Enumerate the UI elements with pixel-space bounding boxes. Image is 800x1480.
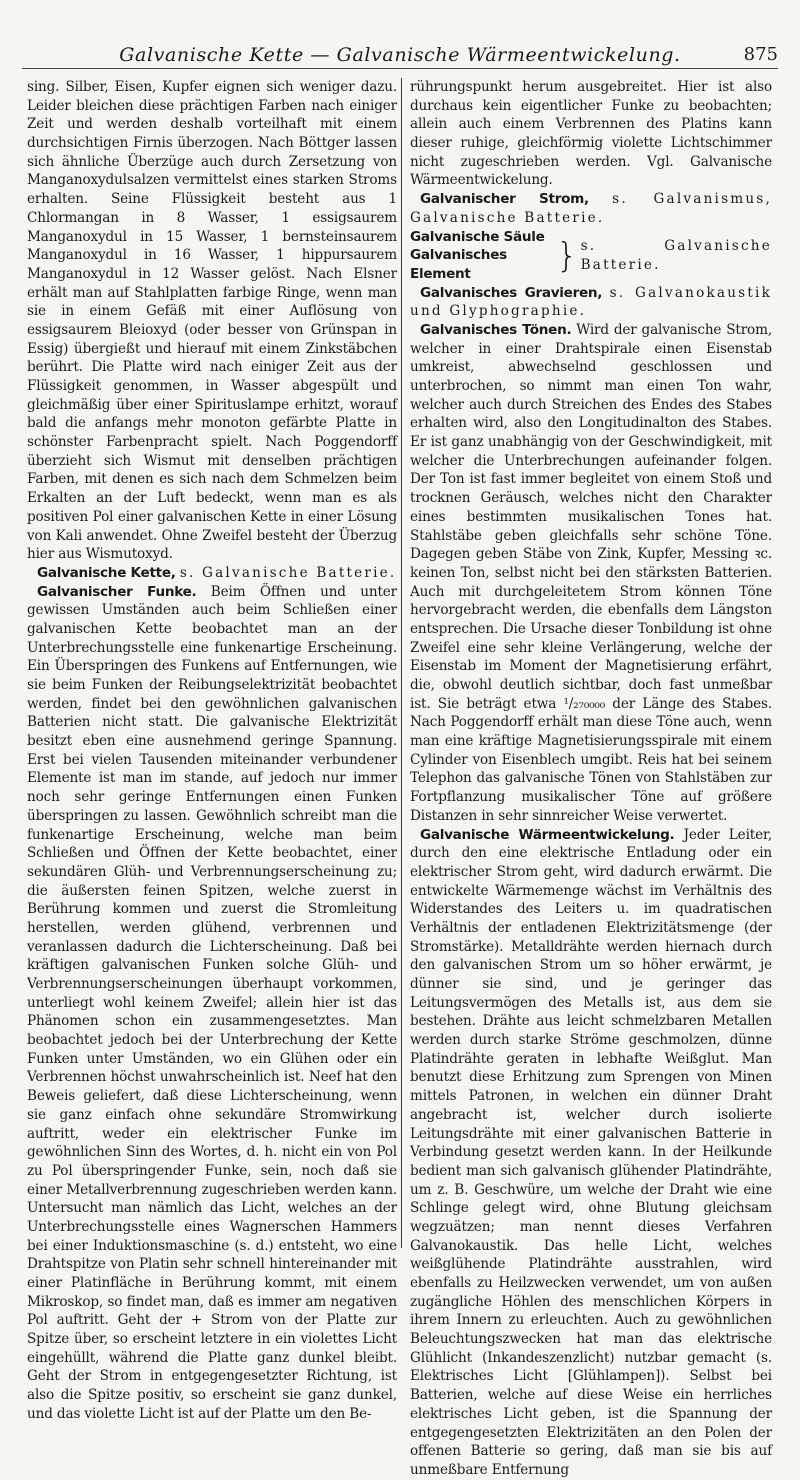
entry-galvanisches-toenen xyxy=(410,321,772,826)
entry-body: Jeder Leiter, durch den eine elektrische Entladung oder ein elektrischer Strom geht, wird dadurch erwärmt. Die entwickelte Wärmemenge wächst im Verhältnis des Widerstandes des Leiters u. im quadratischen Verhältnis der entladenen Elektrizitätsmenge (der Stromstärke). Metalldrähte werden hiernach durch den galvanischen Strom um so höher erwärmt, je dünner sie sind, und je geringer das Leitungsvermögen des Metalls ist, aus dem sie bestehen. Drähte aus leicht schmelzbaren Metallen werden durch starke Ströme geschmolzen, dünne Platindrähte geraten in lebhafte Weißglut. Man benutzt diese Erhitzung zum Sprengen von Minen mittels Patronen, in welchen ein dünner Draht angebracht ist, welcher durch isolierte Leitungsdrähte mit einer galvanischen Batterie in Verbindung gesetzt werden kann. In der Heilkunde bedient man sich galvanisch glühender Platindrähte, um z. B. Geschwüre, um welche der Draht wie eine Schlinge gelegt wird, ohne Blutung gleichsam wegzuätzen; man nennt dieses Verfahren Galvanokaustik. Das helle Licht, welches weißglühende Platindrähte ausstrahlen, wird ebenfalls zu Heilzwecken verwendet, um von außen zugängliche Höhlen des menschlichen Körpers in ihrem Innern zu erleuchten. Auch zu gewöhnlichen Beleuchtungszwecken hat man das elektrische Glühlicht (Inkandeszenzlicht) nutzbar gemacht (s. Elektrisches Licht [Glühlampen]). Selbst bei Batterien, welche auf diese Weise ein herrliches elektrisches Licht geben, ist die Spannung der entgegengesetzten Elektrizitäten an den Polen der offenen Batterie so gering, daß man sie bis auf unmeßbare Entfernung xyxy=(410,826,773,1478)
column-divider xyxy=(401,78,402,1248)
entry-galvanisches-gravieren xyxy=(410,284,772,321)
entry-headword: Galvanischer Funke. xyxy=(37,583,197,600)
entry-galvanische-waermeentwickelung xyxy=(410,826,772,1480)
left-column xyxy=(27,78,398,1422)
entry-body: Wird der galvanische Strom, welcher in einer Drahtspirale einen Eisenstab umkreist, abwechselnd geschlossen und unterbrochen, so nimmt man einen Ton wahr, welcher auch durch Streichen des Endes des Stabes erhalten wird, also den Longitudinalton des Stabes. Er ist ganz unabhängig von der Geschwindigkeit, mit welcher die Unterbrechungen aufeinander folgen. Der Ton ist fast immer begleitet von einem Stoß und trocknen Geräusch, welches nicht den Charakter eines bestimmten musikalischen Tones hat. Stahlstäbe geben gleichfalls sehr schöne Töne. Dagegen geben Stäbe von Zink, Kupfer, Messing ꝛc. keinen Ton, selbst nicht bei den stärksten Batterien. Auch mit durchgeleitetem Strom können Töne hervorgebracht werden, die ebenfalls dem Längston entsprechen. Die Ursache dieser Tonbildung ist ohne Zweifel eine sehr kleine Verlängerung, welche der Eisenstab im Moment der Magnetisierung erfährt, die, obwohl deutlich sichtbar, doch fast unmeßbar ist. Sie beträgt etwa ¹/₂₇₀₀₀₀ der Länge des Stabes. Nach Poggendorff erhält man diese Töne auch, wenn man eine kräftige Magnetisierungsspirale mit einem Cylinder von Eisenblech umgibt. Reis hat bei seinem Telephon das galvanische Tönen von Stahlstäben zur Fortpflanzung musikalischer Töne auf größere Distanzen in sehr sinnreicher Weise verwertet. xyxy=(410,321,772,824)
entry-headword: Galvanische Kette, xyxy=(37,564,176,581)
page-number: 875 xyxy=(743,44,778,65)
brace-headwords xyxy=(410,228,553,284)
entry-headword: Galvanisches Element xyxy=(410,247,507,282)
right-column xyxy=(410,78,773,1478)
entry-galvanischer-funke xyxy=(27,583,397,1424)
entry-crossref: s. Galvanismus, Galvanische Batterie. xyxy=(410,191,772,226)
entry-crossref: s. Galvanokaustik und Glyphographie. xyxy=(410,284,773,320)
entry-body: Beim Öffnen und unter gewissen Umständen auch beim Schließen einer galvanischen Kette beobachtet man an der Unterbrechungsstelle eine funkenartige Erscheinung. Ein Überspringen des Funkens auf Entfernungen, wie sie beim Funken der Reibungselektrizität beobachtet werden, findet bei den gewöhnlichen galvanischen Batterien nicht statt. Die galvanische Elektrizität besitzt eben eine ausnehmend geringe Spannung. Erst bei vielen Tausenden miteinander verbundener Elemente ist man im stande, auf jedoch nur immer noch sehr geringe Entfernungen einen Funken überspringen zu lassen. Gewöhnlich schreibt man die funkenartige Erscheinung, welche man beim Schließen und Öffnen der Kette beobachtet, einer sekundären Glüh- und Verbrennungserscheinung zu; die äußersten feinen Spitzen, welche zuerst in Berührung kommen und zuerst die Stromleitung herstellen, werden glühend, verbrennen und veranlassen dadurch die Lichterscheinung. Daß bei kräftigen galvanischen Funken solche Glüh- und Verbrennungserscheinungen überhaupt vorkommen, unterliegt wohl keinem Zweifel; allein hier ist das Phänomen schon ein zusammengesetztes. Man beobachtet jedoch bei der Unterbrechung der Kette Funken unter Umständen, wo ein Glühen oder ein Verbrennen höchst unwahrscheinlich ist. Neef hat den Beweis geliefert, daß diese Lichterscheinung, wenn sie ganz einfach ohne sekundäre Stromwirkung auftritt, weder ein elektrischer Funke im gewöhnlichen Sinn des Wortes, d. h. nicht ein von Pol zu Pol überspringender Funke, sein, noch daß sie einer Metallverbrennung zugeschrieben werden kann. Untersucht man nämlich das Licht, welches an der Unterbrechungsstelle eines Wagnerschen Hammers bei einer Induktionsmaschine (s. d.) entsteht, wo eine Drahtspitze von Platin sehr schnell hintereinander mit einer Platinfläche in Berührung kommt, mit einem Mikroskop, so findet man, daß es immer am negativen Pol auftritt. Geht der + Strom von der Platte zur Spitze über, so erscheint letztere in ein violettes Licht eingehüllt, während die Platte ganz dunkel bleibt. Geht der Strom in entgegengesetzter Richtung, ist also die Spitze positiv, so erscheint sie ganz dunkel, und das violette Licht ist auf der Platte um den Be- xyxy=(27,583,398,1422)
entry-headword: Galvanische Säule xyxy=(410,228,545,245)
entry-headword: Galvanisches Gravieren, xyxy=(420,284,603,301)
brace-symbol: } xyxy=(556,235,578,276)
entry-galvanische-saeule xyxy=(410,228,772,284)
running-title: Galvanische Kette — Galvanische Wärmeentwickelung. xyxy=(119,44,681,66)
page-header xyxy=(22,44,778,69)
entry-headword: Galvanische Wärmeentwickelung. xyxy=(420,826,675,843)
entry-headword: Galvanischer Strom, xyxy=(420,191,589,208)
entry-galvanische-kette xyxy=(27,564,397,583)
continued-paragraph: sing. Silber, Eisen, Kupfer eignen sich weniger dazu. Leider bleichen diese prächtigen Farben nach einiger Zeit und werden deshalb vorteilhaft mit einem durchsichtigen Firnis überzogen. Nach Böttger lassen sich ähnliche Überzüge auch durch Zersetzung von Manganoxydulsalzen vermittelst eines starken Stroms erhalten. Seine Flüssigkeit besteht aus 1 Chlormangan in 8 Wasser, 1 essigsaurem Manganoxydul in 15 Wasser, 1 bernsteinsaurem Manganoxydul in 16 Wasser, 1 hippursaurem Manganoxydul in 12 Wasser gelöst. Nach Elsner erhält man auf Stahlplatten farbige Ringe, wenn man sie in einem Gefäß mit einer Auflösung von essigsaurem Bleioxyd (oder besser von Grünspan in Essig) übergießt und hierauf mit einem Zinkstäbchen berührt. Die Platte wird nach einiger Zeit aus der Flüssigkeit genommen, in Wasser abgespült und gleichmäßig über einer Spirituslampe erhitzt, worauf bald die anfangs mehr monoton gefärbte Platte in schönster Farbenpracht spielt. Nach Poggendorff überzieht sich Wismut mit denselben prächtigen Farben, mit denen es sich nach dem Schmelzen beim Erkalten an der Luft bedeckt, wenn man es als positiven Pol einer galvanischen Kette in einer Lösung von Kali anwendet. Ohne Zweifel besteht der Überzug hier aus Wismutoxyd. xyxy=(27,79,397,563)
continued-paragraph: rührungspunkt herum ausgebreitet. Hier ist also durchaus kein eigentlicher Funke zu beobachten; allein auch einem Verbrennen des Platins kann dieser ruhige, gleichförmig violette Lichtschimmer nicht zugeschrieben werden. Vgl. Galvanische Wärmeentwickelung. xyxy=(410,79,772,189)
entry-galvanischer-strom xyxy=(410,190,772,227)
entry-headword: Galvanisches Tönen. xyxy=(420,321,572,338)
entry-crossref: s. Galvanische Batterie. xyxy=(580,237,772,273)
entry-crossref: s. Galvanische Batterie. xyxy=(179,564,397,581)
